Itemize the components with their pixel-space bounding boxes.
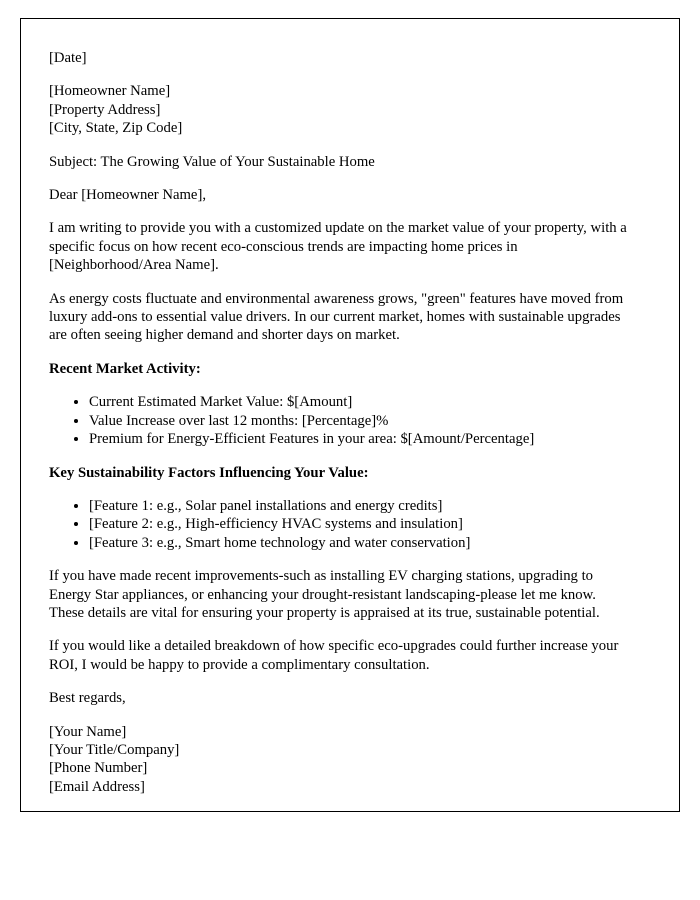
section-heading-market-activity: Recent Market Activity: bbox=[49, 360, 201, 377]
signature-email: [Email Address] bbox=[49, 778, 145, 795]
list-item: • [Feature 3: e.g., Smart home technology and water conservation] bbox=[89, 534, 629, 552]
letter-page bbox=[20, 18, 680, 812]
list-item: • Premium for Energy-Efficient Features in your area: $[Amount/Percentage] bbox=[89, 430, 629, 448]
letter-content bbox=[49, 49, 629, 796]
paragraph-consultation: If you would like a detailed breakdown of how specific eco-upgrades could further increase your ROI, I would be happy to provide a complimentary consultation. bbox=[49, 638, 619, 673]
section-heading-sustainability-factors: Key Sustainability Factors Influencing Your Value: bbox=[49, 464, 369, 481]
salutation: Dear [Homeowner Name], bbox=[49, 187, 207, 204]
recipient-block bbox=[49, 82, 629, 137]
list-item: • [Feature 1: e.g., Solar panel installations and energy credits] bbox=[89, 497, 629, 515]
signature-title-company: [Your Title/Company] bbox=[49, 741, 180, 758]
paragraph-improvements: If you have made recent improvements-such as installing EV charging stations, upgrading to Energy Star appliances, or enhancing your drought-resistant landscaping-please let me know. These details are vital for ensuring your property is appraised at its true, sustainable potential. bbox=[49, 568, 600, 621]
subject-line: Subject: The Growing Value of Your Sustainable Home bbox=[49, 153, 375, 170]
closing-line: Best regards, bbox=[49, 690, 126, 707]
paragraph-intro: I am writing to provide you with a customized update on the market value of your property, with a specific focus on how recent eco-conscious trends are impacting home prices in [Neighborhood/Area Name]. bbox=[49, 220, 627, 274]
recipient-name: [Homeowner Name] bbox=[49, 83, 171, 100]
signature-phone: [Phone Number] bbox=[49, 760, 148, 777]
recipient-address: [Property Address] bbox=[49, 101, 161, 118]
list-item: • Current Estimated Market Value: $[Amount] bbox=[89, 393, 629, 411]
paragraph-market-trends: As energy costs fluctuate and environmental awareness grows, "green" features have moved from luxury add-ons to essential value drivers. In our current market, homes with sustainable upgrades are often seeing higher demand and shorter days on market. bbox=[49, 290, 624, 344]
list-item: • Value Increase over last 12 months: [Percentage]% bbox=[89, 412, 629, 430]
date-placeholder: [Date] bbox=[49, 50, 87, 66]
sustainability-factors-list bbox=[49, 497, 629, 552]
signature-name: [Your Name] bbox=[49, 723, 127, 740]
list-item: • [Feature 2: e.g., High-efficiency HVAC systems and insulation] bbox=[89, 515, 629, 533]
signature-block bbox=[49, 723, 629, 797]
recipient-city-state-zip: [City, State, Zip Code] bbox=[49, 120, 183, 137]
market-activity-list bbox=[49, 393, 629, 448]
